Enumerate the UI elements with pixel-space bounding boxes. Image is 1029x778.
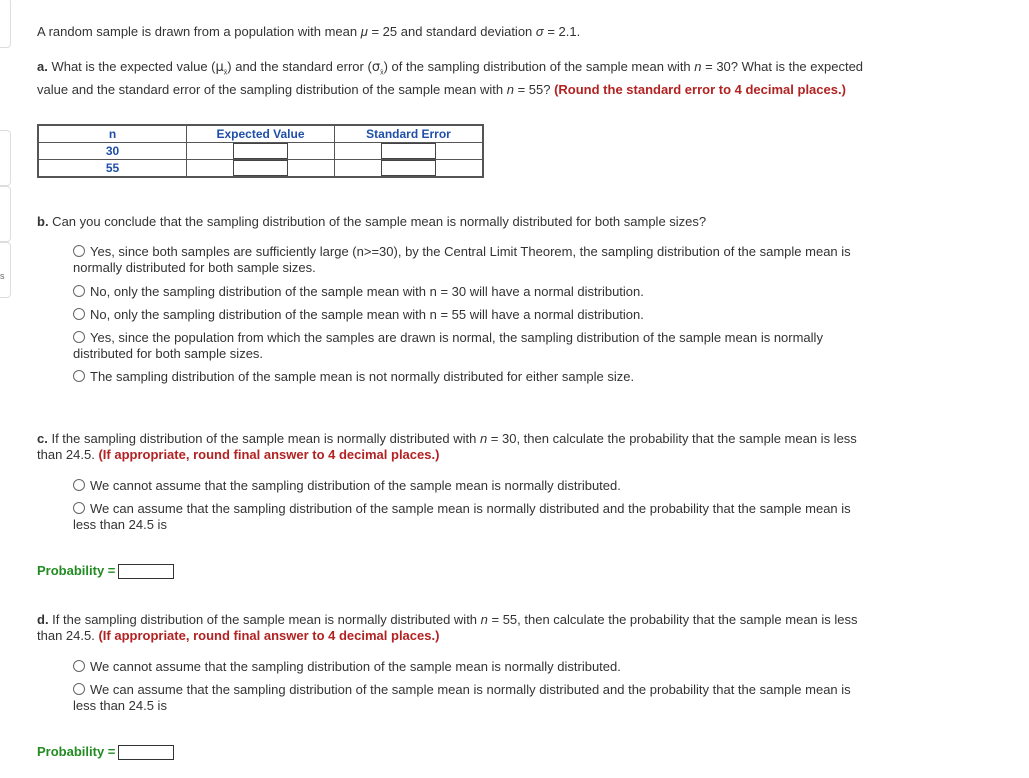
expected-value-input-n55[interactable] xyxy=(233,160,288,176)
radio-button[interactable] xyxy=(73,285,85,297)
radio-button[interactable] xyxy=(73,502,85,514)
part-c-instruction: (If appropriate, round final answer to 4 decimal places.) xyxy=(98,447,440,462)
part-c-option[interactable]: We can assume that the sampling distribution of the sample mean is normally distributed and the probability that the sample mean is less than 24.5 is xyxy=(73,501,851,532)
row-n-value: 30 xyxy=(38,143,187,160)
probability-label: Probability = xyxy=(37,563,116,578)
intro-text: A random sample is drawn from a population with mean μ = 25 and standard deviation σ = 2.1. xyxy=(37,24,581,39)
side-tab-4[interactable] xyxy=(0,242,11,298)
expected-value-cell xyxy=(187,143,335,160)
part-b-option[interactable]: No, only the sampling distribution of the sample mean with n = 55 will have a normal distribution. xyxy=(73,307,873,323)
part-a-question: a. What is the expected value $(\mu_{x̄})$ and the standard error $(\sigma_{x̄})$ of the sampling distribution of the sample mean with n = 30? What is the expected value and the standard error of the sampling distribution of the sample mean with n = 55? (Round the standard error to 4 decimal places.) xyxy=(37,59,864,97)
part-a-instruction: (Round the standard error to 4 decimal places.) xyxy=(554,81,846,97)
part-b-option[interactable]: The sampling distribution of the sample mean is not normally distributed for either sample size. xyxy=(73,369,873,385)
part-c-probability xyxy=(37,563,174,579)
part-b-option[interactable]: No, only the sampling distribution of the sample mean with n = 30 will have a normal distribution. xyxy=(73,284,873,300)
part-d-option[interactable]: We cannot assume that the sampling distribution of the sample mean is normally distributed. xyxy=(73,659,873,675)
radio-button[interactable] xyxy=(73,370,85,382)
side-tab-2[interactable] xyxy=(0,130,11,186)
radio-button[interactable] xyxy=(73,683,85,695)
part-d-instruction: (If appropriate, round final answer to 4 decimal places.) xyxy=(98,628,440,643)
part-c-question: c. If the sampling distribution of the sample mean is normally distributed with n = 30, then calculate the probability that the sample mean is less than 24.5. (If appropriate, round final answer to 4 decimal places.) xyxy=(37,431,857,462)
part-b-option[interactable]: Yes, since both samples are sufficiently large (n>=30), by the Central Limit Theorem, the sampling distribution of the sample mean is normally distributed for both sample sizes. xyxy=(73,244,851,275)
standard-error-cell xyxy=(335,160,484,178)
part-d-probability xyxy=(37,744,174,760)
probability-input-d[interactable] xyxy=(118,745,174,760)
table-header-row xyxy=(38,125,483,143)
side-tab-3[interactable] xyxy=(0,186,11,242)
part-d-option[interactable]: We can assume that the sampling distribution of the sample mean is normally distributed and the probability that the sample mean is less than 24.5 is xyxy=(73,682,851,713)
col-header-standard-error: Standard Error xyxy=(335,125,484,143)
side-tab-1[interactable] xyxy=(0,0,11,48)
side-tab-mark: s xyxy=(0,271,5,281)
radio-button[interactable] xyxy=(73,245,85,257)
radio-button[interactable] xyxy=(73,660,85,672)
probability-label: Probability = xyxy=(37,744,116,759)
part-c-option[interactable]: We cannot assume that the sampling distribution of the sample mean is normally distributed. xyxy=(73,478,873,494)
radio-button[interactable] xyxy=(73,479,85,491)
part-d-question: d. If the sampling distribution of the sample mean is normally distributed with n = 55, then calculate the probability that the sample mean is less than 24.5. (If appropriate, round final answer to 4 decimal places.) xyxy=(37,612,858,643)
probability-input-c[interactable] xyxy=(118,564,174,579)
standard-error-cell xyxy=(335,143,484,160)
part-b-option[interactable]: Yes, since the population from which the samples are drawn is normal, the sampling distribution of the sample mean is normally distributed for both sample sizes. xyxy=(73,330,823,361)
table-row xyxy=(38,143,483,160)
expected-value-cell xyxy=(187,160,335,178)
row-n-value: 55 xyxy=(38,160,187,178)
part-b-question: b. Can you conclude that the sampling distribution of the sample mean is normally distributed for both sample sizes? xyxy=(37,214,707,229)
expected-value-input-n30[interactable] xyxy=(233,143,288,159)
standard-error-input-n55[interactable] xyxy=(381,160,436,176)
col-header-n: n xyxy=(38,125,187,143)
standard-error-input-n30[interactable] xyxy=(381,143,436,159)
radio-button[interactable] xyxy=(73,308,85,320)
table-row xyxy=(38,160,483,178)
radio-button[interactable] xyxy=(73,331,85,343)
answer-table xyxy=(37,124,484,178)
col-header-expected-value: Expected Value xyxy=(187,125,335,143)
